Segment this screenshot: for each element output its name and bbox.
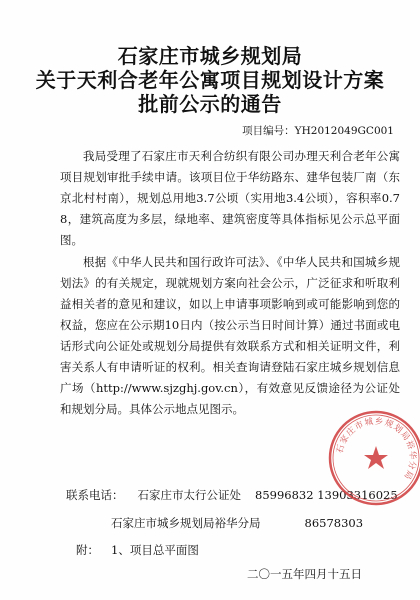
project-number-label: 项目编号：: [242, 125, 295, 137]
attachment-label: 附：: [76, 543, 99, 557]
notice-paragraph-1: 我局受理了石家庄市天利合纺织有限公司办理天利合老年公寓项目规划审批手续申请。该项目位于华纺路东、建华包装厂南（东京北村村南），规划总用地3.7公顷（实用地3.4公顷），容积率0.78，建筑高度为多层，绿地率、建筑密度等具体指标见公示总平面图。: [60, 149, 400, 247]
attachment-line: [76, 542, 211, 558]
attachment-item: 1、项目总平面图: [111, 543, 199, 557]
project-number-value: YH2012049GC001: [294, 125, 394, 137]
project-number: [242, 124, 394, 138]
notice-paragraph-2: 根据《中华人民共和国行政许可法》、《中华人民共和国城乡规划法》的有关规定，现就规划方案向社会公示，广泛征求和听取利益相关者的意见和建议，如以上申请事项影响到或可能影响到您的权益，您应在公示期10日内（按公示当日时间计算）通过书面或电话形式向公证处或规划分局提供有效联系方式和相关证明文件，利害关系人有申请听证的权利。相关查询请登陆石家庄城乡规划信息广场（http://www.sjzghj.gov.cn），有效意见反馈途径为公证处和规划分局。具体公示地点见图示。: [60, 255, 400, 416]
contact-label: 联系电话：: [66, 488, 124, 502]
seal-star: [364, 446, 388, 469]
branch-line: [111, 515, 407, 531]
contact-line: [66, 487, 412, 503]
contact-phones: 85996832 13903316025: [255, 488, 398, 502]
document-title-line-1: 石家庄市城乡规划局: [117, 44, 303, 68]
document-title-line-2: 关于天利合老年公寓项目规划设计方案: [35, 68, 385, 92]
seal-text: 石家庄市城乡规划局裕华分局: [335, 416, 418, 482]
document-title-line-3: 批前公示的通告: [138, 92, 282, 116]
document-date: 二〇一五年四月十五日: [247, 567, 362, 581]
contact-organization: 石家庄市太行公证处: [137, 488, 241, 502]
branch-phone: 86578303: [304, 516, 364, 530]
branch-organization: 石家庄市城乡规划局裕华分局: [111, 516, 261, 530]
